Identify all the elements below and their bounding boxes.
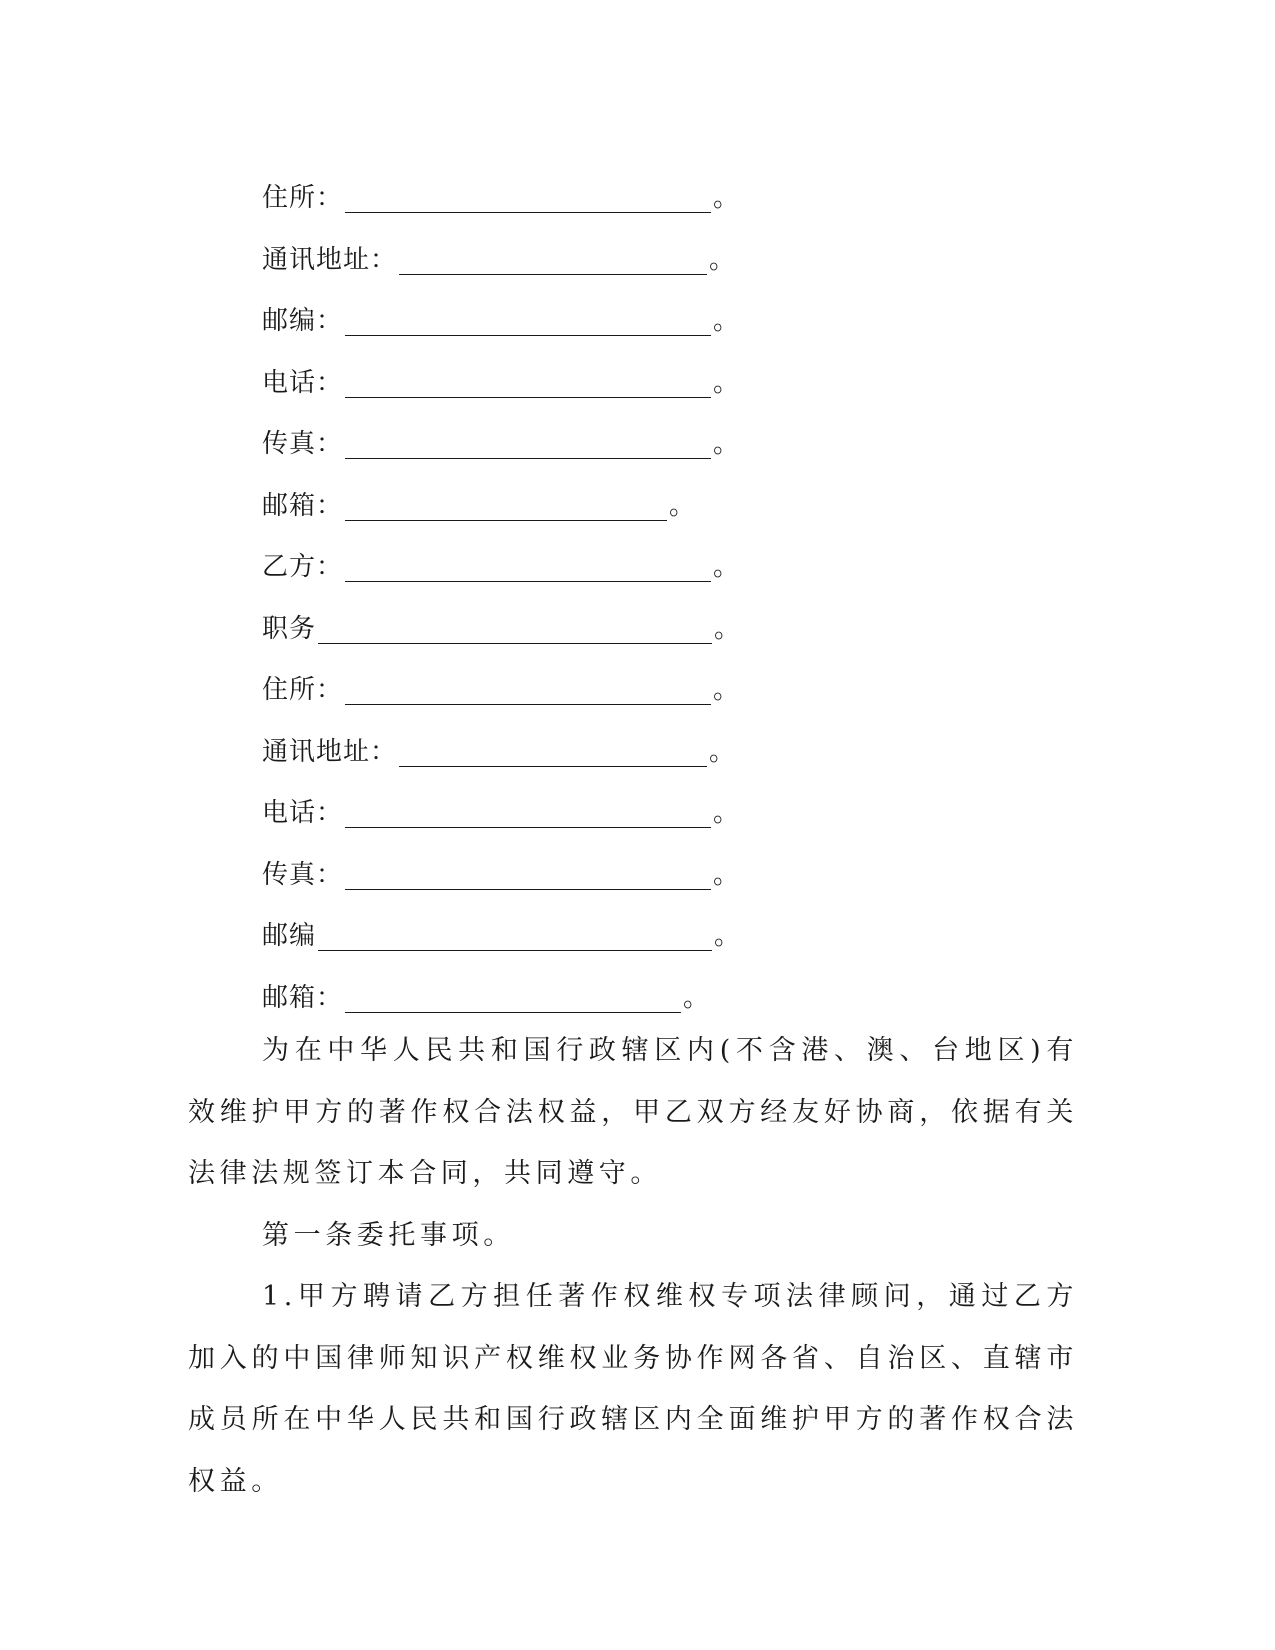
fill-in-blank[interactable] (318, 617, 712, 644)
field-end-mark: 。 (709, 244, 737, 275)
field-label: 传真： (262, 429, 344, 460)
field-end-mark: 。 (709, 736, 737, 767)
field-end-mark: 。 (683, 982, 711, 1013)
contact-field-list (262, 165, 741, 1026)
fill-in-blank[interactable] (345, 678, 711, 705)
field-row-mailing-address-b (262, 719, 741, 781)
field-label: 乙方： (262, 552, 344, 583)
fill-in-blank[interactable] (318, 924, 712, 951)
field-row-residence-b (262, 657, 741, 719)
field-row-postcode-a (262, 288, 741, 350)
field-row-mailing-address-a (262, 227, 741, 289)
fill-in-blank[interactable] (345, 555, 711, 582)
field-label: 邮箱： (262, 490, 344, 521)
field-end-mark: 。 (713, 798, 741, 829)
field-end-mark: 。 (714, 613, 742, 644)
field-label: 通讯地址： (262, 244, 398, 275)
field-end-mark: 。 (713, 367, 741, 398)
field-row-party-b (262, 534, 741, 596)
field-row-email-b (262, 965, 741, 1027)
intro-paragraph: 为在中华人民共和国行政辖区内(不含港、澳、台地区)有效维护甲方的著作权合法权益，甲乙双方经友好协商，依据有关法律法规签订本合同，共同遵守。 (188, 1035, 1078, 1189)
field-row-fax-a (262, 411, 741, 473)
field-end-mark: 。 (669, 490, 697, 521)
fill-in-blank[interactable] (345, 309, 711, 336)
fill-in-blank[interactable] (345, 986, 681, 1013)
field-label: 邮箱： (262, 982, 344, 1013)
fill-in-blank[interactable] (345, 801, 711, 828)
fill-in-blank[interactable] (345, 494, 667, 521)
field-label: 传真： (262, 859, 344, 890)
field-label: 住所： (262, 675, 344, 706)
field-row-phone-a (262, 350, 741, 412)
fill-in-blank[interactable] (399, 740, 707, 767)
field-row-fax-b (262, 842, 741, 904)
field-label: 职务 (262, 613, 317, 644)
field-row-postcode-b (262, 903, 741, 965)
field-label: 邮编： (262, 306, 344, 337)
article-item-1: 1.甲方聘请乙方担任著作权维权专项法律顾问，通过乙方加入的中国律师知识产权维权业务协作网各省、自治区、直辖市成员所在中华人民共和国行政辖区内全面维护甲方的著作权合法权益。 (188, 1281, 1078, 1497)
field-row-position-b (262, 596, 741, 658)
fill-in-blank[interactable] (345, 432, 711, 459)
field-label: 电话： (262, 798, 344, 829)
field-end-mark: 。 (713, 859, 741, 890)
field-label: 通讯地址： (262, 736, 398, 767)
article-heading: 第一条委托事项。 (262, 1220, 515, 1251)
fill-in-blank[interactable] (345, 371, 711, 398)
field-end-mark: 。 (713, 675, 741, 706)
field-row-phone-b (262, 780, 741, 842)
fill-in-blank[interactable] (399, 248, 707, 275)
fill-in-blank[interactable] (345, 186, 711, 213)
field-label: 邮编 (262, 921, 317, 952)
field-row-email-a (262, 473, 741, 535)
field-end-mark: 。 (713, 552, 741, 583)
field-end-mark: 。 (714, 921, 742, 952)
field-end-mark: 。 (713, 429, 741, 460)
field-row-residence-a (262, 165, 741, 227)
field-label: 电话： (262, 367, 344, 398)
field-end-mark: 。 (713, 306, 741, 337)
fill-in-blank[interactable] (345, 863, 711, 890)
field-end-mark: 。 (713, 183, 741, 214)
field-label: 住所： (262, 183, 344, 214)
